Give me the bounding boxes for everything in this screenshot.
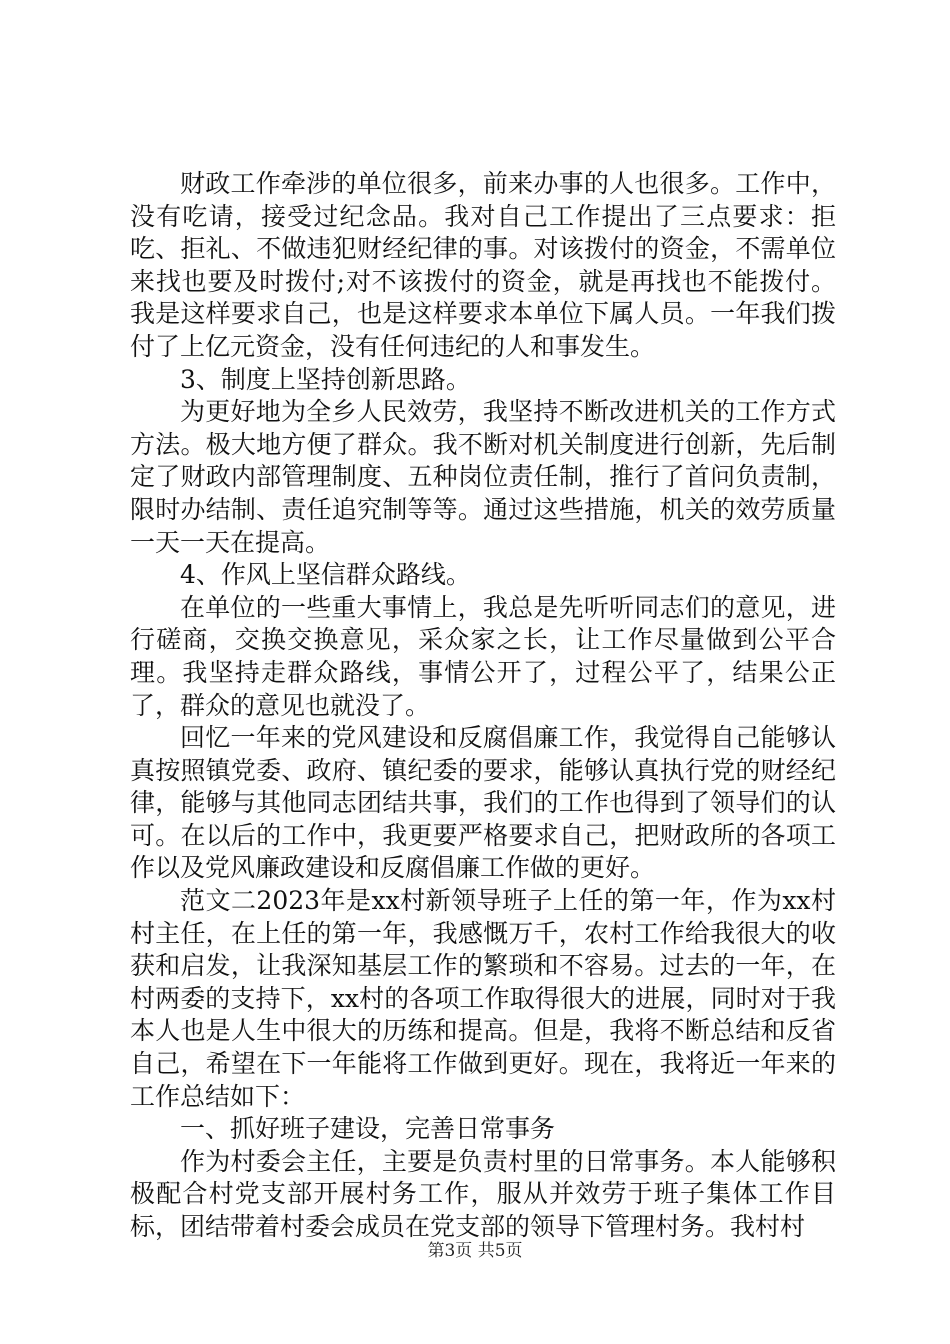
- paragraph-team-building: 作为村委会主任，主要是负责村里的日常事务。本人能够积极配合村党支部开展村务工作，服从并效劳于班子集体工作目标，团结带着村委会成员在党支部的领导下管理村务。我村村: [130, 1146, 836, 1241]
- paragraph-mass-line: 在单位的一些重大事情上，我总是先听听同志们的意见，进行磋商，交换交换意见，采众家之长，让工作尽量做到公平合理。我坚持走群众路线，事情公开了，过程公平了，结果公正了，群众的意见也就没了。: [130, 592, 836, 720]
- heading-mass-line: 4、作风上坚信群众路线。: [180, 560, 471, 590]
- paragraph-review: 回忆一年来的党风建设和反腐倡廉工作，我觉得自己能够认真按照镇党委、政府、镇纪委的要求，能够认真执行党的财经纪律，能够与其他同志团结共事，我们的工作也得到了领导们的认可。在以后的工作中，我更要严格要求自己，把财政所的各项工作以及党风廉政建设和反腐倡廉工作做的更好。: [130, 723, 836, 883]
- document-body: [130, 168, 836, 1244]
- heading-team-building: 一、抓好班子建设，完善日常事务: [180, 1114, 556, 1144]
- page-number-footer: 第3页 共5页: [427, 1241, 523, 1261]
- paragraph-sample-two-intro: 范文二2023年是xx村新领导班子上任的第一年，作为xx村村主任，在上任的第一年，我感慨万千，农村工作给我很大的收获和启发，让我深知基层工作的繁琐和不容易。过去的一年，在村两委的支持下，xx村的各项工作取得很大的进展，同时对于我本人也是人生中很大的历练和提高。但是，我将不断总结和反省自己，希望在下一年能将工作做到更好。现在，我将近一年来的工作总结如下：: [130, 886, 836, 1111]
- paragraph-system-innovation: 为更好地为全乡人民效劳，我坚持不断改进机关的工作方式方法。极大地方便了群众。我不断对机关制度进行创新，先后制定了财政内部管理制度、五种岗位责任制，推行了首问负责制，限时办结制、责任追究制等等。通过这些措施，机关的效劳质量一天一天在提高。: [130, 397, 836, 557]
- heading-system-innovation: 3、制度上坚持创新思路。: [180, 364, 471, 394]
- paragraph-finance-discipline: 财政工作牵涉的单位很多，前来办事的人也很多。工作中，没有吃请，接受过纪念品。我对自己工作提出了三点要求：拒吃、拒礼、不做违犯财经纪律的事。对该拨付的资金，不需单位来找也要及时拨付;对不该拨付的资金，就是再找也不能拨付。我是这样要求自己，也是这样要求本单位下属人员。一年我们拨付了上亿元资金，没有任何违纪的人和事发生。: [130, 169, 836, 361]
